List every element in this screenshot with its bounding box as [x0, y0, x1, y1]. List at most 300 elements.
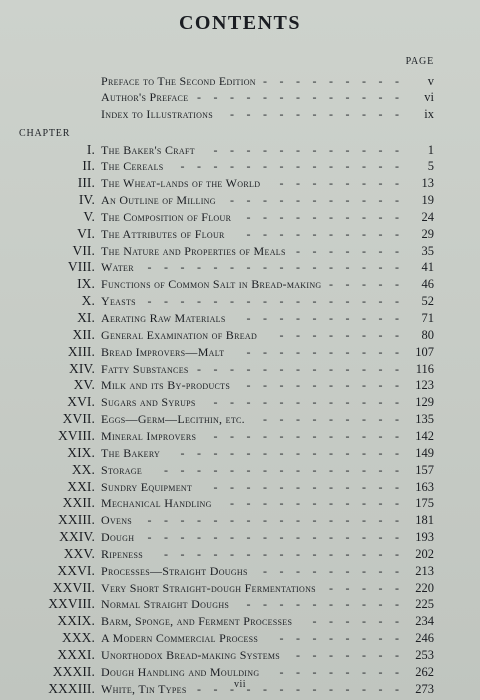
- leader-dash: -: [296, 546, 300, 561]
- leader-dash: -: [362, 243, 366, 258]
- leader-dash: -: [329, 378, 333, 393]
- leader-dash: -: [296, 681, 300, 696]
- leader-dash: -: [362, 412, 366, 427]
- page-number: 246: [415, 631, 434, 646]
- leader-dash: -: [296, 90, 300, 104]
- chapter-entry: [0, 411, 480, 427]
- entry-title: Preface to The Second Edition: [101, 73, 256, 88]
- leader-dash: -: [279, 209, 284, 224]
- leader-dash: -: [345, 496, 350, 511]
- leader-dash: -: [246, 462, 251, 477]
- leader-dash: -: [279, 445, 284, 460]
- chapter-entry: [0, 293, 480, 309]
- leader-dash: -: [246, 378, 251, 393]
- leader-dash: -: [395, 496, 399, 511]
- leader-dash: -: [345, 73, 350, 88]
- page-number: 163: [415, 479, 434, 494]
- leader-dash: -: [246, 546, 251, 561]
- leader-dash: -: [378, 496, 383, 511]
- leader-dash: -: [345, 176, 350, 191]
- page-number: 80: [421, 327, 434, 342]
- chapter-number: VI.: [77, 225, 95, 241]
- page-number: vi: [424, 90, 434, 104]
- entry-title: Sundry Equipment: [101, 479, 193, 494]
- leader-dash: -: [263, 513, 267, 528]
- leader-dash: -: [312, 664, 317, 679]
- chapter-number: XIII.: [67, 343, 95, 359]
- leader-dash: -: [362, 681, 366, 696]
- leader-dash: -: [263, 142, 267, 157]
- leader-dash: -: [395, 73, 399, 88]
- leader-dash: -: [312, 73, 317, 88]
- leader-dash: -: [312, 648, 317, 662]
- leader-dash: -: [395, 479, 399, 494]
- leader-dash: -: [230, 530, 234, 545]
- entry-title: Milk and its By-products: [101, 378, 231, 393]
- leader-dash: -: [279, 597, 284, 612]
- leader-dash: -: [246, 311, 251, 325]
- leader-dash: -: [312, 260, 317, 275]
- chapter-number: VIII.: [67, 259, 95, 275]
- chapter-number: XXII.: [62, 495, 95, 511]
- leader-dash: -: [395, 412, 399, 427]
- entry-title: The Composition of Flour: [101, 209, 232, 224]
- entry-title: Mineral Improvers: [101, 428, 197, 443]
- leader-dash: -: [345, 277, 350, 292]
- leader-dash: -: [279, 344, 284, 359]
- leader-dash: -: [395, 664, 399, 679]
- entry-title: Yeasts: [101, 294, 136, 309]
- chapter-number: IX.: [77, 276, 95, 292]
- leader-dash: -: [296, 395, 300, 410]
- leader-dash: -: [263, 563, 267, 578]
- leader-dash: -: [329, 176, 333, 191]
- leader-dash: -: [147, 530, 152, 545]
- leader-dash: -: [246, 428, 251, 443]
- leader-dash: -: [312, 294, 317, 309]
- leader-dash: -: [197, 90, 201, 104]
- entry-title: Fatty Substances: [101, 361, 189, 376]
- leader-dash: -: [230, 428, 234, 443]
- leader-dash: -: [362, 193, 366, 208]
- page-folio: vii: [233, 679, 247, 690]
- page-number: 157: [415, 462, 434, 477]
- leader-dash: -: [395, 597, 399, 612]
- page-number: 220: [415, 580, 434, 595]
- leader-dash: -: [263, 597, 267, 612]
- leader-dash: -: [296, 563, 300, 578]
- leader-dash: -: [378, 209, 383, 224]
- leader-dash: -: [164, 530, 168, 545]
- leader-dash: -: [329, 428, 333, 443]
- leader-dash: -: [279, 311, 284, 325]
- chapter-entry: [0, 428, 480, 444]
- leader-dash: -: [395, 445, 399, 460]
- leader-dash: -: [312, 597, 317, 612]
- leader-dash: -: [312, 176, 317, 191]
- leader-dash: -: [395, 90, 399, 104]
- leader-dash: -: [362, 260, 366, 275]
- entry-title: Sugars and Syrups: [101, 395, 196, 410]
- leader-dash: -: [345, 597, 350, 612]
- leader-dash: -: [246, 395, 251, 410]
- leader-dash: -: [213, 294, 218, 309]
- leader-dash: -: [263, 445, 267, 460]
- chapter-entry: [0, 209, 480, 225]
- leader-dash: -: [362, 176, 366, 191]
- leader-dash: -: [296, 412, 300, 427]
- leader-dash: -: [296, 226, 300, 241]
- leader-dash: -: [395, 546, 399, 561]
- leader-dash: -: [329, 648, 333, 662]
- leader-dash: -: [345, 614, 350, 629]
- leader-dash: -: [230, 513, 234, 528]
- chapter-number: XXXII.: [52, 663, 95, 679]
- leader-dash: -: [395, 361, 399, 376]
- page-number: 1: [427, 142, 434, 157]
- leader-dash: -: [279, 90, 284, 104]
- leader-dash: -: [378, 159, 383, 174]
- leader-dash: -: [230, 462, 234, 477]
- leader-dash: -: [296, 193, 300, 208]
- leader-dash: -: [329, 614, 333, 629]
- leader-dash: -: [180, 445, 185, 460]
- leader-dash: -: [329, 631, 333, 646]
- leader-dash: -: [263, 294, 267, 309]
- entry-title: Normal Straight Doughs: [101, 597, 230, 612]
- leader-dash: -: [312, 142, 317, 157]
- leader-dash: -: [213, 479, 218, 494]
- leader-dash: -: [279, 361, 284, 376]
- leader-dash: -: [312, 193, 317, 208]
- leader-dash: -: [263, 530, 267, 545]
- leader-dash: -: [263, 90, 267, 104]
- page-number: 46: [421, 277, 434, 292]
- leader-dash: -: [362, 648, 366, 662]
- chapter-number: XXIX.: [57, 613, 95, 629]
- page-number: 29: [421, 226, 434, 241]
- leader-dash: -: [312, 496, 317, 511]
- chapter-number: VII.: [72, 242, 95, 258]
- leader-dash: -: [395, 327, 399, 342]
- leader-dash: -: [362, 378, 366, 393]
- leader-dash: -: [312, 462, 317, 477]
- leader-dash: -: [279, 142, 284, 157]
- leader-dash: -: [246, 597, 251, 612]
- chapter-number: I.: [86, 141, 95, 157]
- leader-dash: -: [362, 631, 366, 646]
- chapter-number: XXVIII.: [48, 596, 95, 612]
- leader-dash: -: [345, 209, 350, 224]
- leader-dash: -: [230, 496, 234, 511]
- leader-dash: -: [362, 530, 366, 545]
- leader-dash: -: [279, 176, 284, 191]
- leader-dash: -: [378, 260, 383, 275]
- chapter-entry: [0, 580, 480, 596]
- leader-dash: -: [296, 428, 300, 443]
- leader-dash: -: [246, 209, 251, 224]
- page-number: 35: [421, 243, 434, 258]
- leader-dash: -: [296, 496, 300, 511]
- leader-dash: -: [345, 428, 350, 443]
- leader-dash: -: [378, 546, 383, 561]
- leader-dash: -: [329, 412, 333, 427]
- leader-dash: -: [246, 90, 251, 104]
- leader-dash: -: [345, 361, 350, 376]
- leader-dash: -: [345, 479, 350, 494]
- leader-dash: -: [395, 193, 399, 208]
- leader-dash: -: [345, 631, 350, 646]
- leader-dash: -: [378, 378, 383, 393]
- leader-dash: -: [164, 462, 168, 477]
- page-number: 262: [415, 664, 434, 679]
- leader-dash: -: [362, 90, 366, 104]
- leader-dash: -: [312, 631, 317, 646]
- leader-dash: -: [378, 311, 383, 325]
- leader-dash: -: [362, 496, 366, 511]
- leader-dash: -: [279, 294, 284, 309]
- leader-dash: -: [345, 243, 350, 258]
- leader-dash: -: [197, 513, 201, 528]
- leader-dash: -: [296, 106, 300, 121]
- chapter-entry: [0, 259, 480, 275]
- leader-dash: -: [263, 395, 267, 410]
- leader-dash: -: [180, 260, 185, 275]
- chapter-number: XXV.: [63, 545, 95, 561]
- leader-dash: -: [362, 580, 366, 595]
- leader-dash: -: [246, 193, 251, 208]
- leader-dash: -: [345, 344, 350, 359]
- leader-dash: -: [329, 479, 333, 494]
- page-number: 142: [415, 428, 434, 443]
- leader-dash: -: [378, 243, 383, 258]
- leader-dash: -: [147, 294, 152, 309]
- page-number: 123: [415, 378, 434, 393]
- leader-dash: -: [312, 614, 317, 629]
- chapter-number: XI.: [77, 310, 95, 325]
- chapter-entry: [0, 445, 480, 461]
- entry-title: Water: [101, 260, 134, 275]
- page-number: 116: [415, 361, 434, 376]
- leader-dash: -: [263, 73, 267, 88]
- leader-dash: -: [230, 260, 234, 275]
- leader-dash: -: [378, 412, 383, 427]
- leader-dash: -: [362, 563, 366, 578]
- page-number: 253: [415, 648, 434, 662]
- leader-dash: -: [312, 530, 317, 545]
- leader-dash: -: [279, 530, 284, 545]
- leader-dash: -: [378, 614, 383, 629]
- leader-dash: -: [345, 327, 350, 342]
- entry-title: An Outline of Milling: [101, 193, 216, 208]
- leader-dash: -: [395, 243, 399, 258]
- leader-dash: -: [378, 479, 383, 494]
- leader-dash: -: [395, 395, 399, 410]
- leader-dash: -: [395, 428, 399, 443]
- page-number: 24: [421, 209, 434, 224]
- leader-dash: -: [279, 395, 284, 410]
- leader-dash: -: [378, 361, 383, 376]
- leader-dash: -: [279, 563, 284, 578]
- leader-dash: -: [296, 479, 300, 494]
- leader-dash: -: [197, 361, 201, 376]
- leader-dash: -: [312, 327, 317, 342]
- entry-title: The Cereals: [101, 159, 164, 174]
- leader-dash: -: [312, 106, 317, 121]
- leader-dash: -: [329, 580, 333, 595]
- chapter-number: XIV.: [68, 360, 95, 376]
- leader-dash: -: [312, 428, 317, 443]
- leader-dash: -: [329, 90, 333, 104]
- leader-dash: -: [296, 209, 300, 224]
- leader-dash: -: [345, 664, 350, 679]
- chapter-entry: [0, 647, 480, 663]
- leader-dash: -: [329, 294, 333, 309]
- leader-dash: -: [378, 563, 383, 578]
- leader-dash: -: [180, 530, 185, 545]
- leader-dash: -: [263, 681, 267, 696]
- leader-dash: -: [378, 445, 383, 460]
- entry-title: Barm, Sponge, and Ferment Processes: [101, 614, 293, 629]
- leader-dash: -: [312, 226, 317, 241]
- entry-title: Aerating Raw Materials: [101, 311, 226, 325]
- leader-dash: -: [296, 176, 300, 191]
- entry-title: Index to Illustrations: [101, 106, 213, 121]
- chapter-entry: [0, 192, 480, 208]
- leader-dash: -: [279, 513, 284, 528]
- leader-dash: -: [329, 496, 333, 511]
- leader-dash: -: [312, 546, 317, 561]
- leader-dash: -: [312, 563, 317, 578]
- leader-dash: -: [230, 546, 234, 561]
- leader-dash: -: [213, 681, 218, 696]
- leader-dash: -: [180, 294, 185, 309]
- leader-dash: -: [378, 681, 383, 696]
- leader-dash: -: [378, 513, 383, 528]
- chapter-number: XXXI.: [57, 647, 95, 662]
- page-column-label: PAGE: [405, 56, 434, 67]
- entry-title: Dough: [101, 530, 135, 545]
- leader-dash: -: [345, 260, 350, 275]
- leader-dash: -: [329, 209, 333, 224]
- leader-dash: -: [378, 90, 383, 104]
- leader-dash: -: [395, 277, 399, 292]
- chapter-number: XIX.: [67, 444, 95, 460]
- chapter-number: XXVII.: [52, 579, 95, 595]
- leader-dash: -: [164, 546, 168, 561]
- chapter-number: XII.: [72, 326, 95, 342]
- chapter-number: XXVI.: [57, 562, 95, 578]
- chapter-number: XVII.: [62, 411, 95, 427]
- leader-dash: -: [362, 445, 366, 460]
- chapter-number: IV.: [78, 192, 95, 208]
- leader-dash: -: [378, 530, 383, 545]
- leader-dash: -: [246, 479, 251, 494]
- leader-dash: -: [230, 159, 234, 174]
- leader-dash: -: [279, 73, 284, 88]
- leader-dash: -: [345, 462, 350, 477]
- chapter-entry: [0, 512, 480, 528]
- leader-dash: -: [329, 344, 333, 359]
- leader-dash: -: [213, 361, 218, 376]
- leader-dash: -: [246, 226, 251, 241]
- leader-dash: -: [230, 142, 234, 157]
- leader-dash: -: [164, 294, 168, 309]
- leader-dash: -: [362, 513, 366, 528]
- leader-dash: -: [279, 193, 284, 208]
- leader-dash: -: [329, 106, 333, 121]
- page-number: 13: [421, 176, 434, 191]
- leader-dash: -: [230, 90, 234, 104]
- leader-dash: -: [345, 294, 350, 309]
- entry-title: Author's Preface: [101, 90, 189, 104]
- page-number: 273: [415, 681, 434, 696]
- entry-title: The Nature and Properties of Meals: [101, 243, 286, 258]
- leader-dash: -: [246, 294, 251, 309]
- entry-title: The Attributes of Flour: [101, 226, 225, 241]
- chapter-entry: [0, 377, 480, 393]
- page-number: 5: [427, 159, 434, 174]
- leader-dash: -: [362, 546, 366, 561]
- chapter-entry: [0, 226, 480, 242]
- leader-dash: -: [312, 243, 317, 258]
- leader-dash: -: [213, 395, 218, 410]
- leader-dash: -: [230, 361, 234, 376]
- leader-dash: -: [395, 311, 399, 325]
- entry-title: The Wheat-lands of the World: [101, 176, 261, 191]
- leader-dash: -: [345, 563, 350, 578]
- leader-dash: -: [296, 664, 300, 679]
- chapter-entry: [0, 596, 480, 612]
- leader-dash: -: [246, 106, 251, 121]
- leader-dash: -: [296, 530, 300, 545]
- leader-dash: -: [263, 496, 267, 511]
- chapter-column-label: CHAPTER: [19, 128, 71, 139]
- page-number: 71: [421, 311, 434, 325]
- leader-dash: -: [345, 226, 350, 241]
- leader-dash: -: [378, 631, 383, 646]
- leader-dash: -: [180, 546, 185, 561]
- leader-dash: -: [395, 530, 399, 545]
- leader-dash: -: [395, 563, 399, 578]
- leader-dash: -: [329, 243, 333, 258]
- chapter-number: III.: [77, 175, 95, 191]
- leader-dash: -: [329, 546, 333, 561]
- leader-dash: -: [362, 664, 366, 679]
- page-title: CONTENTS: [178, 12, 302, 34]
- leader-dash: -: [378, 580, 383, 595]
- leader-dash: -: [362, 277, 366, 292]
- chapter-entry: [0, 175, 480, 191]
- leader-dash: -: [345, 90, 350, 104]
- leader-dash: -: [296, 294, 300, 309]
- page-number: 175: [415, 496, 434, 511]
- leader-dash: -: [213, 513, 218, 528]
- leader-dash: -: [296, 597, 300, 612]
- leader-dash: -: [345, 681, 350, 696]
- leader-dash: -: [263, 260, 267, 275]
- leader-dash: -: [197, 445, 201, 460]
- entry-title: General Examination of Bread: [101, 327, 258, 342]
- leader-dash: -: [246, 159, 251, 174]
- leader-dash: -: [345, 378, 350, 393]
- chapter-entry: [0, 479, 480, 495]
- leader-dash: -: [312, 361, 317, 376]
- leader-dash: -: [362, 614, 366, 629]
- leader-dash: -: [164, 260, 168, 275]
- leader-dash: -: [230, 106, 234, 121]
- leader-dash: -: [345, 142, 350, 157]
